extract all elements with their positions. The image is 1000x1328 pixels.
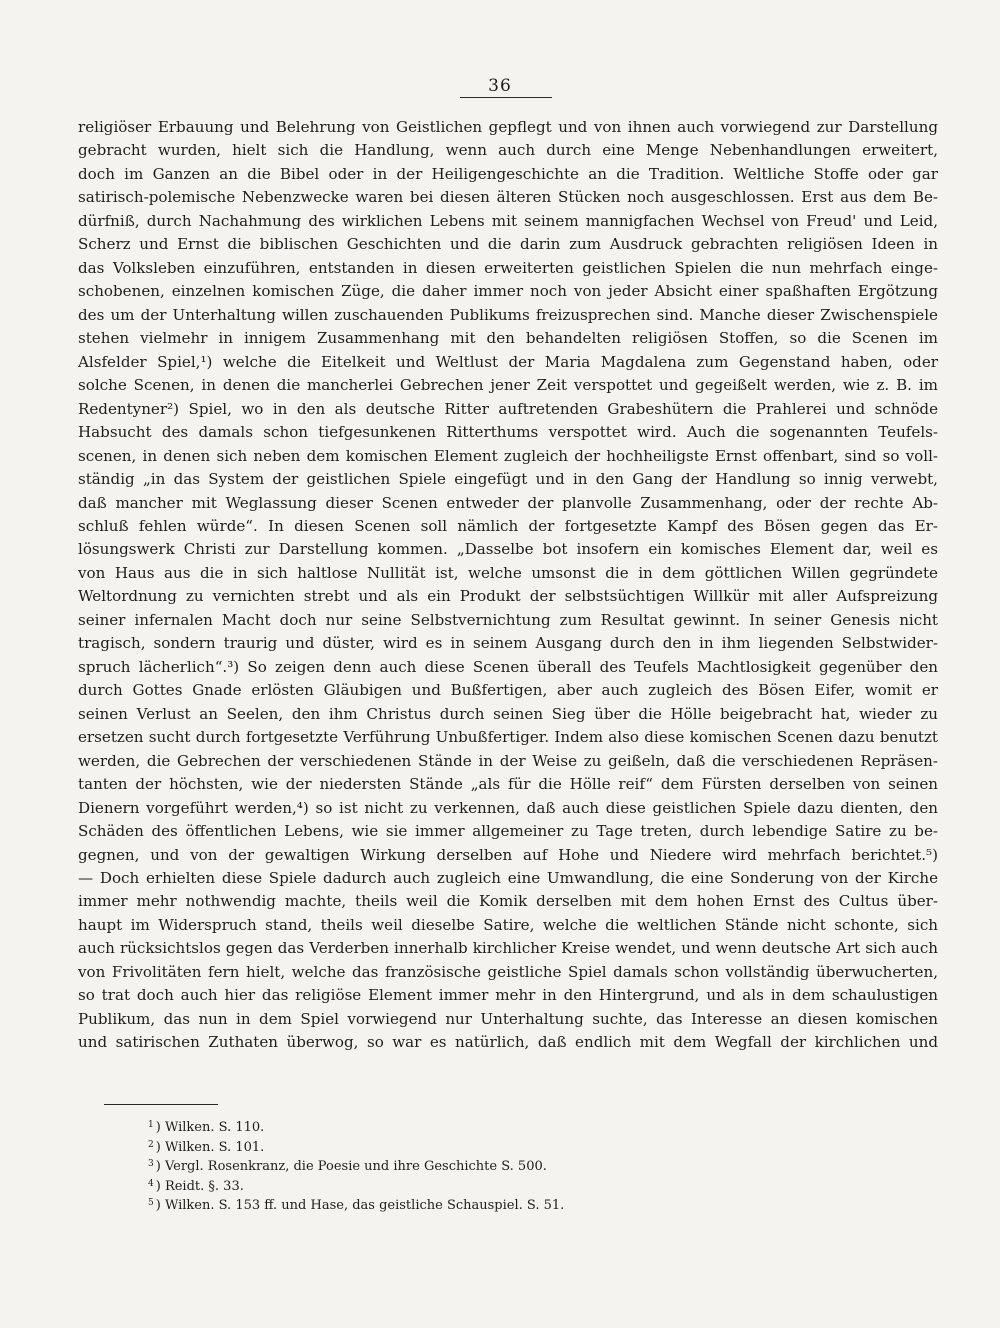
footnote-paren: ) (155, 1139, 165, 1155)
text-line: Publikum, das nun in dem Spiel vorwiegend nur Unterhaltung suchte, das Interesse an diesen komischen (78, 1009, 938, 1028)
footnote (148, 1136, 848, 1156)
text-line: ersetzen sucht durch fortgesetzte Verführung Unbußfertiger. Indem also diese komischen Scenen dazu benutzt (78, 728, 938, 747)
text-line: des um der Unterhaltung willen zuschauenden Publikums freizusprechen sind. Manche dieser Zwischenspiele (78, 305, 938, 324)
text-line: daß mancher mit Weglassung dieser Scenen entweder der planvolle Zusammenhang, oder der rechte Ab- (78, 493, 938, 512)
footnote-text: Wilken. S. 153 ff. und Hase, das geistliche Schauspiel. S. 51. (164, 1198, 565, 1213)
text-line: tragisch, sondern traurig und düster, wird es in seinem Ausgang durch den in ihm liegenden Selbstwider- (78, 634, 938, 653)
text-line: stehen vielmehr in innigem Zusammenhang mit den behandelten religiösen Stoffen, so die Scenen im (78, 329, 938, 348)
text-line: ständig „in das System der geistlichen Spiele eingefügt und in den Gang der Handlung so innig verwebt, (78, 470, 938, 489)
footnote-mark: 4 (148, 1178, 154, 1189)
footnote-paren: ) (155, 1120, 165, 1135)
text-line: immer mehr nothwendig machte, theils weil die Komik derselben mit dem hohen Ernst des Cultus über- (78, 892, 938, 911)
text-line: — Doch erhielten diese Spiele dadurch auch zugleich eine Umwandlung, die eine Sonderung von der Kirche (78, 869, 938, 887)
footnote-separator (104, 1104, 218, 1105)
text-line: Dienern vorgeführt werden,⁴) so ist nicht zu verkennen, daß auch diese geistlichen Spiele dazu dienten, den (78, 798, 938, 817)
text-line: durch Gottes Gnade erlösten Gläubigen und Bußfertigen, aber auch zugleich des Bösen Eifer, womit er (78, 681, 938, 700)
footnote-mark: 5 (148, 1198, 154, 1208)
text-line: gebracht wurden, hielt sich die Handlung, wenn auch durch eine Menge Nebenhandlungen erweitert, (78, 141, 938, 160)
text-line: satirisch-polemische Nebenzwecke waren bei diesen älteren Stücken noch ausgeschlossen. Erst aus dem Be- (78, 188, 938, 207)
text-line: schluß fehlen würde“. In diesen Scenen soll nämlich der fortgesetzte Kampf des Bösen gegen das Er- (78, 516, 938, 535)
text-line: Scherz und Ernst die biblischen Geschichten und die darin zum Ausdruck gebrachten religiösen Ideen in (78, 235, 938, 254)
footnote (148, 1116, 848, 1136)
footnote-text: Wilken. S. 101. (164, 1139, 265, 1155)
footnote-paren: ) (155, 1178, 165, 1194)
footnote-text: Reidt. §. 33. (164, 1178, 244, 1194)
text-line: scenen, in denen sich neben dem komischen Element zugleich der hochheiligste Ernst offenbart, sind so voll- (78, 446, 938, 465)
text-line: so trat doch auch hier das religiöse Element immer mehr in den Hintergrund, und als in dem schaulustigen (78, 986, 938, 1005)
footnote-mark: 3 (148, 1159, 154, 1169)
page-number: 36 (488, 76, 512, 96)
footnote (148, 1194, 848, 1214)
text-line: von Frivolitäten fern hielt, welche das französische geistliche Spiel damals schon vollständig überwucherten, (78, 962, 938, 981)
text-line: gegnen, und von der gewaltigen Wirkung derselben auf Hohe und Niedere wird mehrfach berichtet.⁵) (78, 845, 938, 864)
footnote-text: Vergl. Rosenkranz, die Poesie und ihre Geschichte S. 500. (164, 1159, 547, 1174)
text-line: und satirischen Zuthaten überwog, so war es natürlich, daß endlich mit dem Wegfall der kirchlichen und (78, 1033, 938, 1052)
text-line: lösungswerk Christi zur Darstellung kommen. „Dasselbe bot insofern ein komisches Element dar, weil es (78, 540, 938, 559)
text-line: dürfniß, durch Nachahmung des wirklichen Lebens mit seinem mannigfachen Wechsel von Freud' und Leid, (78, 211, 938, 230)
text-line: seiner infernalen Macht doch nur seine Selbstvernichtung zum Resultat gewinnt. In seiner Genesis nicht (78, 610, 938, 629)
text-line: Weltordnung zu vernichten strebt und als ein Produkt der selbstsüchtigen Willkür mit aller Aufspreizung (78, 587, 938, 606)
text-line: Redentyner²) Spiel, wo in den als deutsche Ritter auftretenden Grabeshütern die Prahlerei und schnöde (78, 399, 938, 418)
footnote (148, 1155, 848, 1175)
text-line: Habsucht des damals schon tiefgesunkenen Ritterthums verspottet wird. Auch die sogenannten Teufels- (78, 423, 938, 442)
text-line: doch im Ganzen an die Bibel oder in der Heiligengeschichte an die Tradition. Weltliche Stoffe oder gar (78, 164, 938, 183)
footnote (148, 1175, 848, 1195)
footnote-mark: 2 (148, 1139, 154, 1150)
text-line: von Haus aus die in sich haltlose Nullität ist, welche umsonst die in dem göttlichen Willen gegründete (78, 563, 938, 582)
text-line: religiöser Erbauung und Belehrung von Geistlichen gepflegt und von ihnen auch vorwiegend zur Darstellung (78, 118, 938, 136)
page-number-rule (460, 97, 552, 98)
text-line: auch rücksichtslos gegen das Verderben innerhalb kirchlicher Kreise wendet, und wenn deutsche Art sich auch (78, 939, 938, 958)
text-line: solche Scenen, in denen die mancherlei Gebrechen jener Zeit verspottet und gegeißelt werden, wie z. B. im (78, 376, 938, 395)
text-line: werden, die Gebrechen der verschiedenen Stände in der Weise zu geißeln, daß die verschiedenen Repräsen- (78, 751, 938, 770)
text-line: haupt im Widerspruch stand, theils weil dieselbe Satire, welche die weltlichen Stände nicht schonte, sich (78, 915, 938, 934)
text-line: tanten der höchsten, wie der niedersten Stände „als für die Hölle reif“ dem Fürsten derselben von seinen (78, 775, 938, 794)
text-line: Schäden des öffentlichen Lebens, wie sie immer allgemeiner zu Tage treten, durch lebendige Satire zu be- (78, 822, 938, 841)
footnotes (148, 1116, 848, 1214)
footnote-mark: 1 (148, 1120, 154, 1130)
footnote-text: Wilken. S. 110. (164, 1120, 265, 1135)
text-line: schobenen, einzelnen komischen Züge, die daher immer noch von jeder Absicht einer spaßhaften Ergötzung (78, 282, 938, 301)
main-text (78, 116, 938, 1055)
text-line: das Volksleben einzuführen, entstanden in diesen erweiterten geistlichen Spielen die nun mehrfach einge- (78, 258, 938, 277)
text-line: seinen Verlust an Seelen, den ihm Christus durch seinen Sieg über die Hölle beigebracht hat, wieder zu (78, 704, 938, 723)
text-line: spruch lächerlich“.³) So zeigen denn auch diese Scenen überall des Teufels Machtlosigkeit gegenüber den (78, 657, 938, 676)
footnote-paren: ) (155, 1159, 165, 1174)
footnote-paren: ) (155, 1198, 165, 1213)
text-line: Alsfelder Spiel,¹) welche die Eitelkeit und Weltlust der Maria Magdalena zum Gegenstand haben, oder (78, 352, 938, 371)
